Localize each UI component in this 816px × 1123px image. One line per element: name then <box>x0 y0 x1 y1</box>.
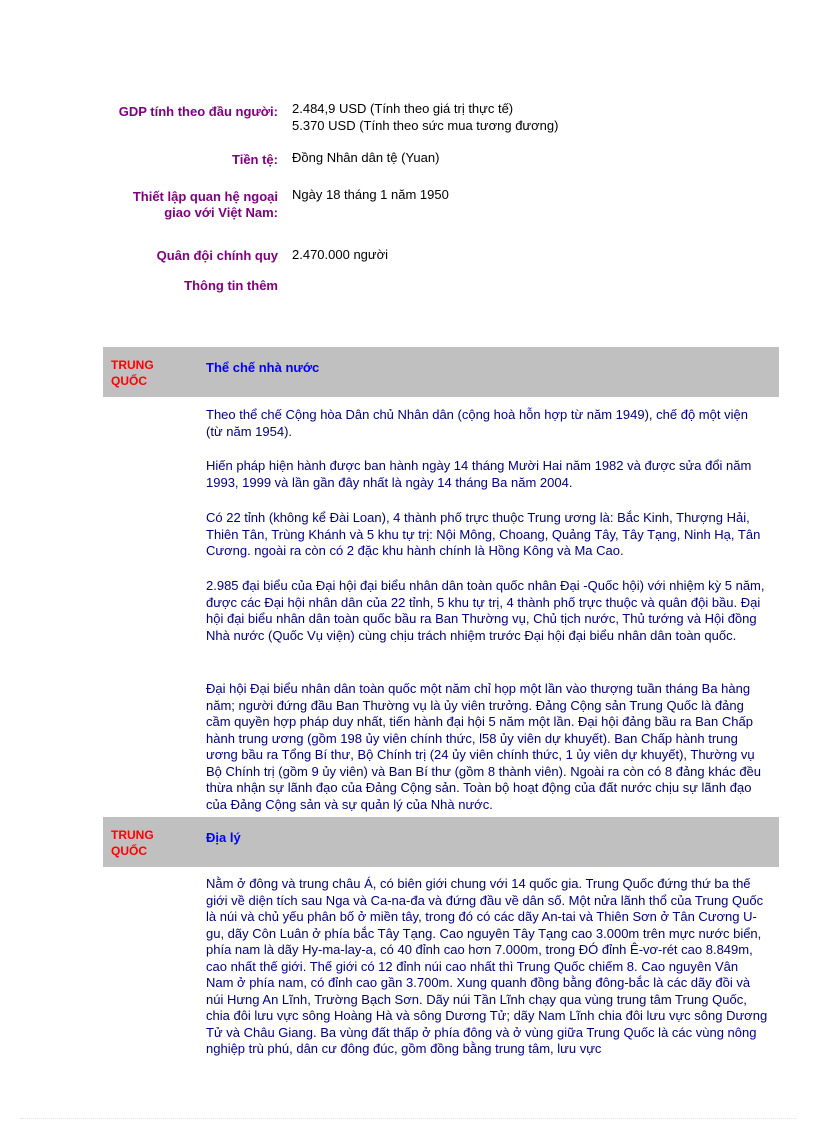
country-tag-line-2: QUỐC <box>111 844 147 858</box>
page-divider <box>20 1118 796 1119</box>
section-header-geography <box>103 817 779 867</box>
section-title: Địa lý <box>206 830 241 845</box>
paragraph: Theo thể chế Cộng hòa Dân chủ Nhân dân (cộng hoà hỗn hợp từ năm 1949), chế độ một viện (từ năm 1954). <box>206 407 748 439</box>
country-tag-line-1: TRUNG <box>111 358 154 372</box>
relations-label-line-1: Thiết lập quan hệ ngoại <box>132 189 278 204</box>
paragraph: Đại hội Đại biểu nhân dân toàn quốc một năm chỉ họp một lần vào thượng tuần tháng Ba hàng năm; người đứng đầu Ban Thường vụ là ủy viên trưởng. Đảng Cộng sản Trung Quốc là đảng cầm quyền hợp pháp duy nhất, tiến hành đại hội 5 năm một lần. Đại hội đảng bầu ra Ban Chấp hành trung ương (gồm 198 ủy viên chính thức, l58 ủy viên dự khuyết). Ban Chấp hành trung ương bầu ra Tổng Bí thư, Bộ Chính trị (24 ủy viên chính thức, 1 ủy viên dự khuyết), Thường vụ Bộ Chính trị (gồm 9 ủy viên) và Ban Bí thư (gồm 8 thành viên). Ngoài ra còn có 8 đảng khác đều thừa nhận sự lãnh đạo của Đảng Cộng sản. Toàn bộ hoạt động của đất nước chịu sự lãnh đạo của Đảng Cộng sản và sự quản lý của Nhà nước. <box>206 681 762 812</box>
more-info-link[interactable]: Thông tin thêm <box>184 278 278 293</box>
currency-label: Tiền tệ: <box>232 152 278 167</box>
army-value: 2.470.000 người <box>292 247 389 262</box>
relations-label-line-2: giao với Việt Nam: <box>164 205 278 220</box>
section-header-government <box>103 347 779 397</box>
country-tag-line-1: TRUNG <box>111 828 154 842</box>
gdp-value-ppp: 5.370 USD (Tính theo sức mua tương đương) <box>292 118 559 133</box>
gdp-value <box>292 100 558 134</box>
relations-label <box>133 189 278 221</box>
army-label: Quân đội chính quy <box>156 248 278 263</box>
currency-value: Đồng Nhân dân tệ (Yuan) <box>292 150 440 165</box>
country-tag <box>111 357 154 389</box>
gdp-label: GDP tính theo đầu người: <box>118 104 278 119</box>
paragraph: 2.985 đại biểu của Đại hội đại biểu nhân dân toàn quốc nhân Đại -Quốc hội) với nhiệm kỳ 5 năm, được các Đại hội nhân dân của 22 tỉnh, 5 khu tự trị, 4 thành phố trực thuộc và quân đội bầu. Đại hội đại biểu nhân dân toàn quốc bầu ra Ban Thường vụ, Chủ tịch nước, Thủ tướng và Hội đồng Nhà nước (Quốc Vụ viện) cùng chịu trách nhiệm trước Đại hội đại biểu nhân dân toàn quốc. <box>206 578 765 643</box>
gdp-value-nominal: 2.484,9 USD (Tính theo giá trị thực tế) <box>292 101 514 116</box>
paragraph: Nằm ở đông và trung châu Á, có biên giới chung với 14 quốc gia. Trung Quốc đứng thứ ba thế giới về diện tích sau Nga và Ca-na-đa và đứng đầu về dân số. Một nửa lãnh thổ của Trung Quốc là núi và chủ yếu phân bố ở miền tây, trong đó có các dãy An-tai và Thiên Sơn ở Tân Cương U-gu, dãy Côn Luân ở phía bắc Tây Tạng. Cao nguyên Tây Tạng cao 3.000m trên mực nước biển, phía nam là dãy Hy-ma-lay-a, có 40 đỉnh cao hơn 7.000m, trong ĐÓ đỉnh Ê-vơ-rét cao 8.849m, cao nhất thế giới. Thế giới có 12 đỉnh núi cao nhất thì Trung Quốc chiếm 8. Cao nguyên Vân Nam ở phía nam, có đỉnh cao gần 3.700m. Xung quanh đồng bằng đông-bắc là các dãy đồi và núi Hưng An Lĩnh, Trường Bạch Sơn. Dãy núi Tần Lĩnh chạy qua vùng trung tâm Trung Quốc, chia đôi lưu vực sông Hoàng Hà và sông Dương Tử; dãy Nam Lĩnh chia đôi lưu vực sông Dương Tử và Châu Giang. Ba vùng đất thấp ở phía đông và ở vùng giữa Trung Quốc là các vùng nông nghiệp trù phú, dân cư đông đúc, gồm đồng bằng trung tâm, lưu vực <box>206 876 768 1056</box>
country-tag-line-2: QUỐC <box>111 374 147 388</box>
relations-value: Ngày 18 tháng 1 năm 1950 <box>292 187 449 202</box>
paragraph: Hiến pháp hiện hành được ban hành ngày 14 tháng Mười Hai năm 1982 và được sửa đổi năm 1993, 1999 và lần gần đây nhất là ngày 14 tháng Ba năm 2004. <box>206 458 752 490</box>
section-title: Thể chế nhà nước <box>206 360 320 375</box>
paragraph: Có 22 tỉnh (không kể Đài Loan), 4 thành phố trực thuộc Trung ương là: Bắc Kinh, Thượng Hải, Thiên Tân, Trùng Khánh và 5 khu tự trị: Nội Mông, Choang, Quảng Tây, Tây Tạng, Ninh Hạ, Tân Cương. ngoài ra còn có 2 đặc khu hành chính là Hồng Kông và Ma Cao. <box>206 510 761 558</box>
country-tag <box>111 827 154 859</box>
